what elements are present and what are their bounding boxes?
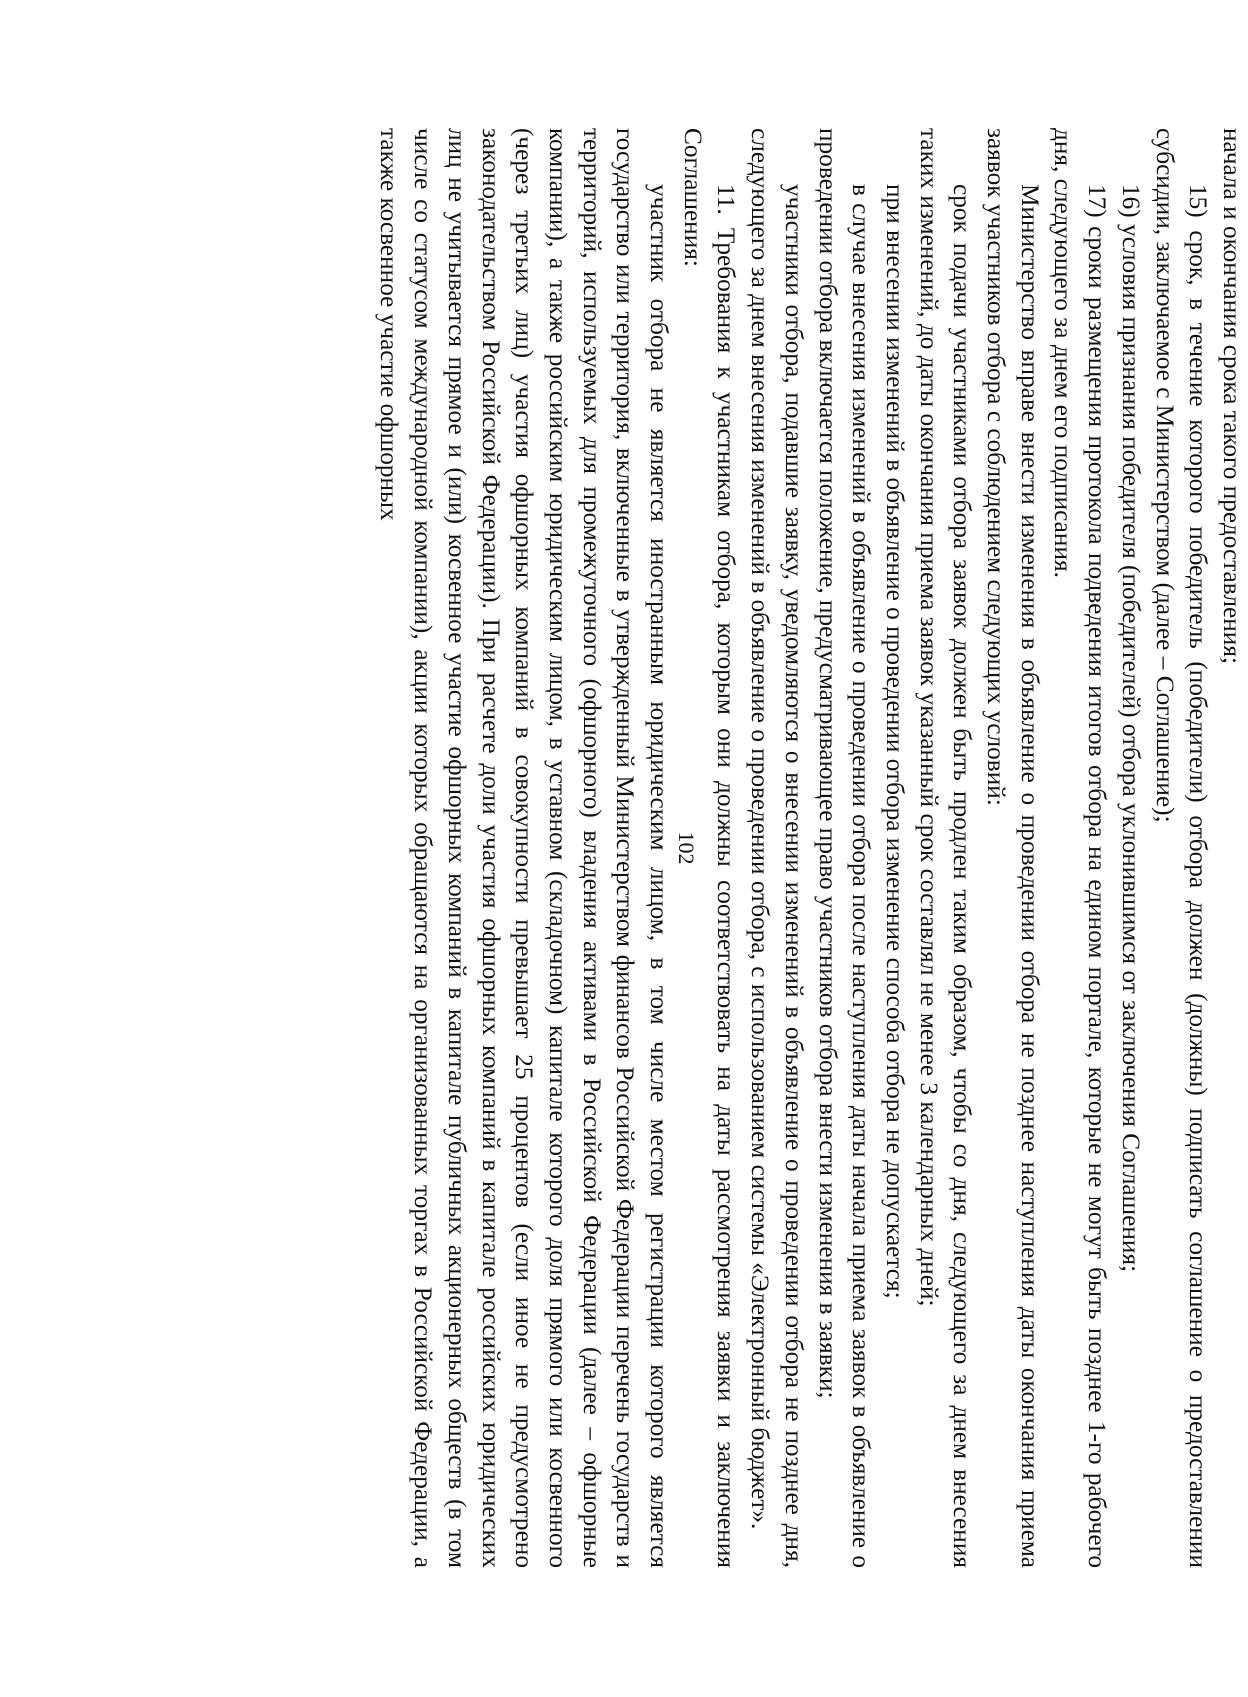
paragraph-changes-after-start: в случае внесения изменений в объявление о проведении отбора после наступления даты начала приема заявок в объявление о проведении отбора включается положение, предусматривающее право участников отбора внести изменения в заявки;	[813, 128, 876, 1568]
paragraph-item-17: 17) сроки размещения протокола подведения итогов отбора на едином портале, которые не могут быть позднее 1-го рабочего дня, следующего за днем его подписания.	[1049, 128, 1112, 1568]
paragraph-item-15: 15) срок, в течение которого победитель (победители) отбора должен (должны) подписать соглашение о предоставлении субсидии, заключаемое с Министерством (далее – Соглашение);	[1150, 128, 1213, 1568]
paragraph-ministry-changes: Министерство вправе внести изменения в объявление о проведении отбора не позднее наступления даты окончания приема заявок участников отбора с соблюдением следующих условий:	[982, 128, 1044, 1568]
paragraph-item-16: 16) условия признания победителя (победителей) отбора уклонившимся от заключения Соглашения;	[1117, 184, 1146, 1273]
paragraph-section-11: 11. Требования к участникам отбора, которым они должны соответствовать на даты рассмотрения заявки и заключения Соглашения:	[678, 128, 741, 1568]
paragraph-deadline-extension: срок подачи участниками отбора заявок должен быть продлен таким образом, чтобы со дня, следующего за днем внесения таких изменений, до даты окончания приема заявок указанный срок составлял не менее 3 календарных дней;	[914, 128, 977, 1568]
paragraph-notification: участники отбора, подавшие заявку, уведомляются о внесении изменений в объявление о проведении отбора не позднее дня, следующего за днем внесения изменений в объявление о проведении отбора, с использованием системы «Электронный бюджет».	[746, 128, 808, 1568]
paragraph-offshore-requirement: участник отбора не является иностранным юридическим лицом, в том числе местом регистрации которого является государство или территория, включенные в утвержденный Министерством финансов Российской Федерации перечень государств и территорий, используемых для промежуточного (офшорного) владения активами в Российской Федерации (далее – офшорные компании), а также российским юридическим лицом, в уставном (складочном) капитале которого доля прямого или косвенного (через третьих лиц) участия офшорных компаний в совокупности превышает 25 процентов (если иное не предусмотрено законодательством Российской Федерации). При расчете доли участия офшорных компаний в капитале российских юридических лиц не учитывается прямое и (или) косвенное участие офшорных компаний в капитале публичных акционерных обществ (в том числе со статусом международной компании), акции которых обращаются на организованных торгах в Российской Федерации, а также косвенное участие офшорных	[375, 128, 674, 1568]
paragraph-continuation: начала и окончания срока такого предоставления;	[1218, 128, 1247, 664]
document-body	[372, 128, 1248, 1568]
page-number: 102	[674, 831, 699, 865]
paragraph-method-change: при внесении изменений в объявление о проведении отбора изменение способа отбора не допускается;	[881, 184, 910, 1299]
